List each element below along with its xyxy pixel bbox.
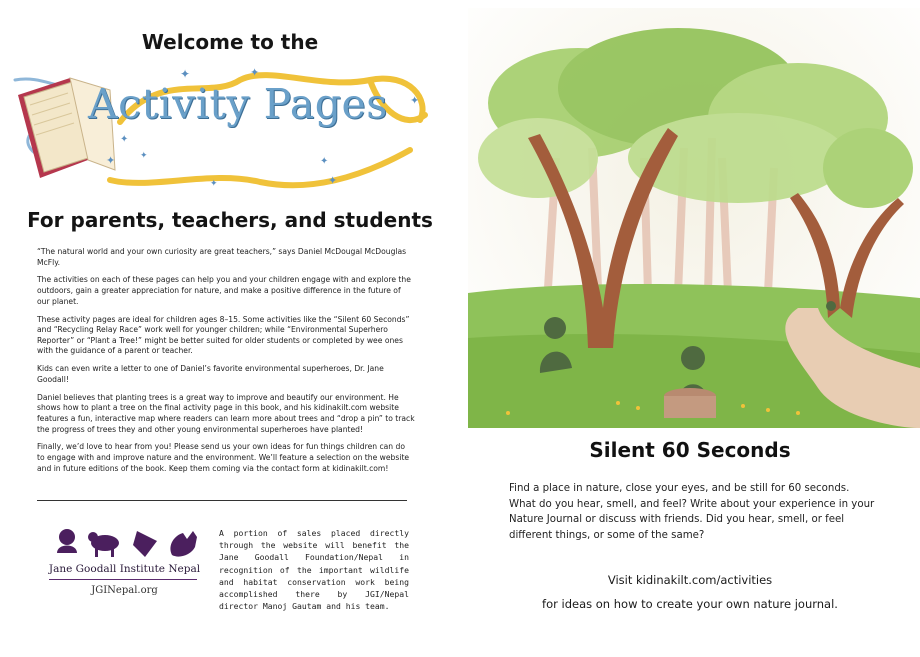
svg-text:✦: ✦ [120,134,129,145]
visit-subtext: for ideas on how to create your own nature journal. [542,597,838,611]
forest-illustration [468,8,920,428]
welcome-heading: Welcome to the [141,30,319,54]
paragraph: The activities on each of these pages can help you and your children engage with and explore the outdoors, gain a greater appreciation for nature, and make a positive difference in the future of our planet. [37,275,411,306]
svg-text:✦: ✦ [106,154,116,167]
logo-divider [49,579,197,580]
paragraph: “The natural world and your own curiosity are great teachers,” says Daniel McDougal McDouglas McFly. [37,247,407,267]
paragraph: Daniel believes that planting trees is a great way to improve and beautify our environment. He shows how to plant a tree on the final activity page in this book, and his kidinakilt.com website features a fun, interactive map where readers can learn more about trees and “drop a pin” to track the progress of trees they and other young environmental superheroes have planted! [37,392,415,434]
intro-text [37,247,415,481]
logo-url[interactable]: JGINepal.org [91,585,158,596]
logo-name: Jane Goodall Institute Nepal [48,563,201,575]
page-subtitle: For parents, teachers, and students [27,208,433,232]
svg-text:✦: ✦ [180,67,191,81]
svg-text:✦: ✦ [250,66,260,79]
svg-text:✦: ✦ [410,94,420,107]
paragraph: These activity pages are ideal for children ages 8–15. Some activities like the “Silent 60 Seconds” and “Recycling Relay Race” work well for younger children; while “Environmental Superhero Reporter” or “Plant a Tree!” might be better suited for older students or completed by wee ones with the guidance of a parent or teacher. [37,314,410,356]
paragraph: Finally, we’d love to hear from you! Please send us your own ideas for fun things children can do to engage with and improve nature and the environment. We’ll feature a selection on the website and in future editions of the book. Keep them coming via the contact form at kidinakilt.com! [37,442,410,473]
svg-text:✦: ✦ [210,179,218,189]
visit-link[interactable]: Visit kidinakilt.com/activities [607,573,773,587]
svg-text:✦: ✦ [320,156,329,167]
svg-text:✦: ✦ [328,174,338,187]
svg-text:✦: ✦ [140,151,148,161]
jgi-nepal-logo [37,525,217,605]
paragraph: Kids can even write a letter to one of Daniel’s favorite environmental superheroes, Dr. Jane Goodall! [37,364,384,384]
section-title: Silent 60 Seconds [589,438,791,462]
banner-title: Activity Pages [88,80,388,128]
donation-note: A portion of sales placed directly through the website will benefit the Jane Goodall Foundation/Nepal in recognition of the important wildlife and habitat conservation work being accomplished there by JGI/Nepal director Manoj Gautam and his team. [219,528,409,612]
primate-silhouettes-icon [37,525,212,561]
divider [37,500,407,501]
right-page [460,0,920,657]
section-body: Find a place in nature, close your eyes, and be still for 60 seconds. What do you hear, smell, and feel? Write about your experience in your Nature Journal or discuss with friends. Did you hear, smell, or feel different things, or some of the same? [509,483,875,541]
